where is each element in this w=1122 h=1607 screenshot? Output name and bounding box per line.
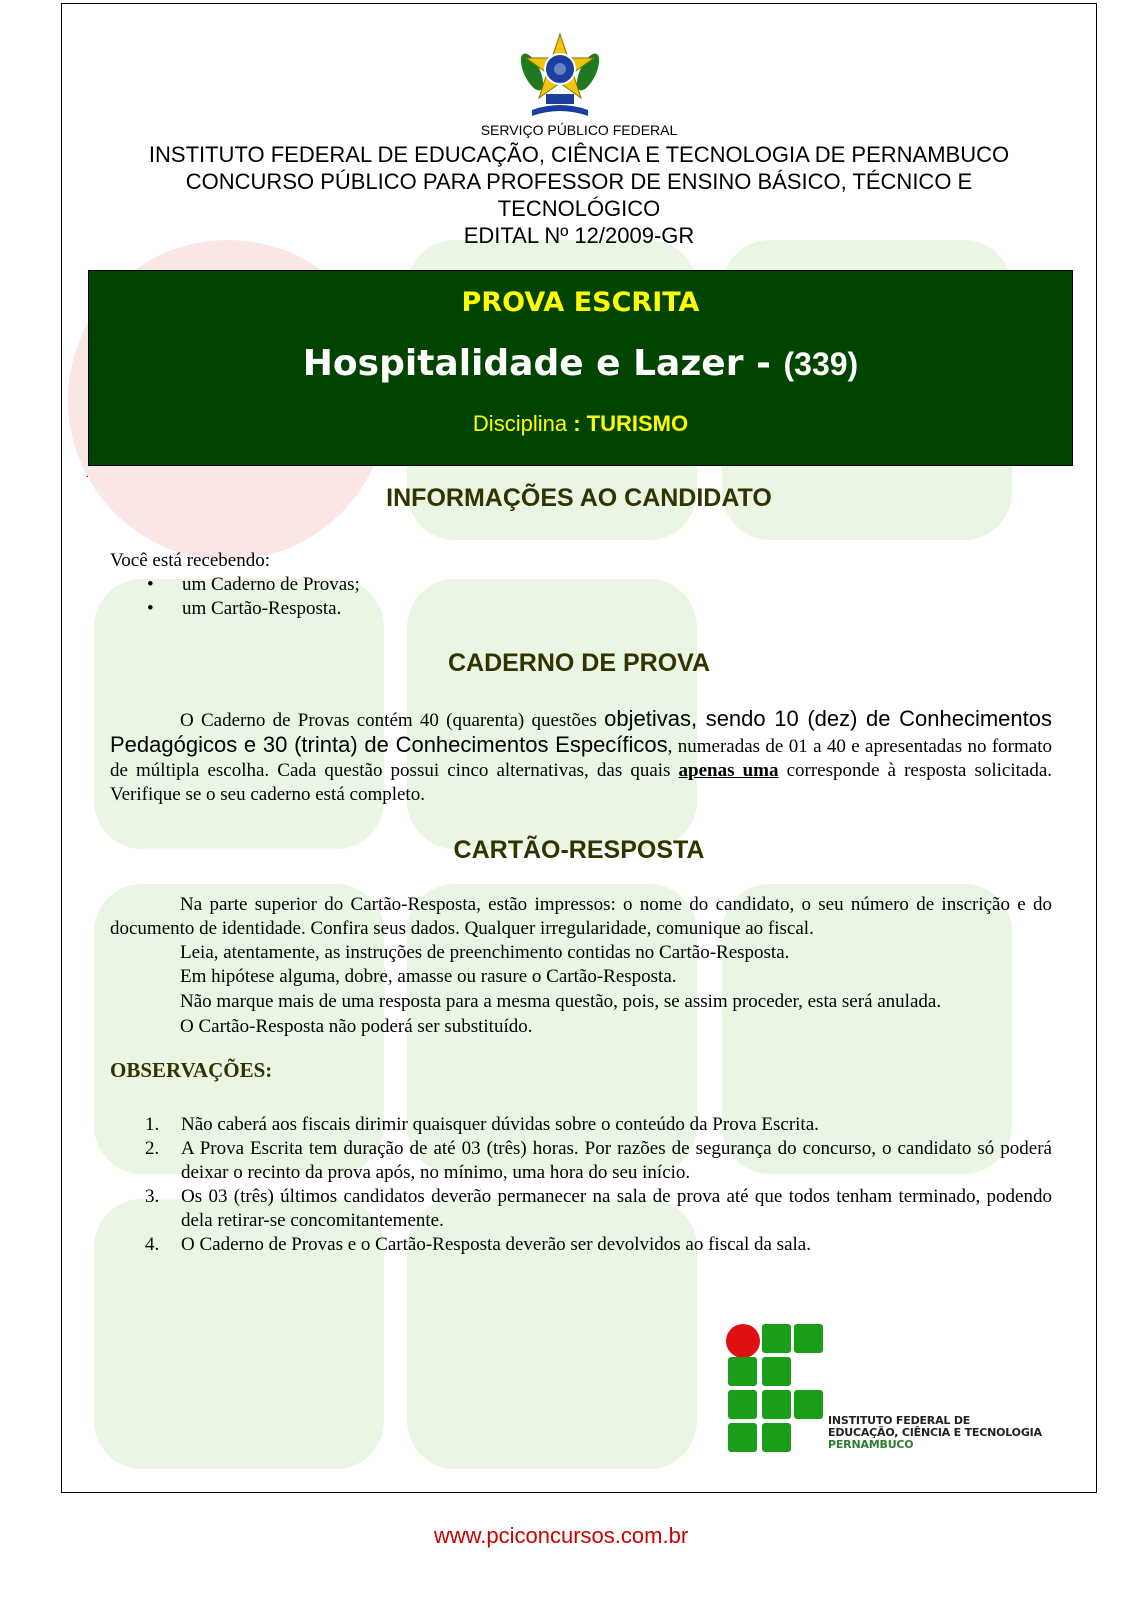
booklet-text-c: , numeradas de 01 a 40 e apresentadas no formato de múltipla escolha. Cada questão possui cinco alternativas, das quais: [110, 736, 1052, 781]
answer-card-p1: Na parte superior do Cartão-Resposta, estão impressos: o nome do candidato, o seu número de inscrição e do documento de identidade. Confira seus dados. Qualquer irregularidade, comunique ao fiscal.: [110, 894, 1052, 939]
answer-card-title: CARTÃO-RESPOSTA: [453, 836, 705, 864]
item-number: 1.: [145, 1114, 160, 1135]
observations-list: [110, 1113, 1052, 1257]
item-text: Os 03 (três) últimos candidatos deverão permanecer na sala de prova até que todos tenham terminado, podendo dela retirar-se concomitantemente.: [181, 1186, 1052, 1231]
exam-code: (339): [783, 346, 859, 382]
booklet-emphasis: apenas uma: [678, 760, 779, 781]
item-text: Não caberá aos fiscais dirimir quaisquer dúvidas sobre o conteúdo da Prova Escrita.: [181, 1114, 819, 1135]
exam-title-box: [88, 270, 1073, 466]
page-frame: [61, 3, 1097, 1493]
info-intro: Você está recebendo:: [110, 550, 271, 571]
item-number: 4.: [145, 1234, 160, 1255]
info-title: INFORMAÇÕES AO CANDIDATO: [386, 484, 772, 512]
list-item: [110, 1233, 1052, 1257]
booklet-text-b: objetivas, sendo 10 (dez) de Conhecimentos Pedagógicos e 30 (trinta) de Conhecimentos Específicos: [110, 706, 1052, 757]
logo-line-3: PERNAMBUCO: [828, 1438, 914, 1451]
logo-line-1: INSTITUTO FEDERAL DE: [828, 1414, 971, 1427]
booklet-paragraph: [110, 707, 1052, 807]
contest-line-2: TECNOLÓGICO: [497, 196, 661, 221]
list-item: • um Caderno de Provas;: [110, 573, 360, 597]
answer-card-p3: Em hipótese alguma, dobre, amasse ou rasure o Cartão-Resposta.: [180, 966, 677, 987]
answer-card-p2: Leia, atentamente, as instruções de preenchimento contidas no Cartão-Resposta.: [180, 942, 790, 963]
logo-wordmark: [828, 1415, 1042, 1451]
discipline-value: : TURISMO: [573, 411, 689, 436]
footer-url[interactable]: www.pciconcursos.com.br: [433, 1523, 689, 1548]
list-item: [110, 1113, 1052, 1137]
observations-title: OBSERVAÇÕES:: [110, 1058, 273, 1082]
exam-discipline: [89, 411, 1072, 437]
answer-card-p5: O Cartão-Resposta não poderá ser substituído.: [180, 1016, 533, 1037]
edict-number: EDITAL Nº 12/2009-GR: [463, 223, 695, 248]
exam-subject-name: Hospitalidade e Lazer -: [302, 343, 784, 384]
item-text: O Caderno de Provas e o Cartão-Resposta deverão ser devolvidos ao fiscal da sala.: [181, 1234, 811, 1255]
booklet-text-d: corresponde à resposta solicitada. Verifique se o seu caderno está completo.: [110, 760, 1052, 805]
list-item: [110, 1185, 1052, 1233]
answer-card-p4: Não marque mais de uma resposta para a mesma questão, pois, se assim proceder, esta será anulada.: [180, 991, 942, 1012]
item-text: A Prova Escrita tem duração de até 03 (três) horas. Por razões de segurança do concurso, o candidato só poderá deixar o recinto da prova após, no mínimo, uma hora do seu início.: [181, 1138, 1052, 1183]
booklet-text-a: O Caderno de Provas contém 40 (quarenta) questões: [180, 710, 605, 731]
list-item: • um Cartão-Resposta.: [110, 597, 360, 621]
exam-title: PROVA ESCRITA: [461, 287, 700, 318]
discipline-label: Disciplina: [472, 411, 574, 436]
item-number: 2.: [145, 1138, 160, 1159]
contest-line-1: CONCURSO PÚBLICO PARA PROFESSOR DE ENSINO BÁSICO, TÉCNICO E: [185, 169, 973, 194]
booklet-title: CADERNO DE PROVA: [447, 649, 711, 677]
item-number: 3.: [145, 1186, 160, 1207]
institute-name: INSTITUTO FEDERAL DE EDUCAÇÃO, CIÊNCIA E TECNOLOGIA DE PERNAMBUCO: [148, 142, 1010, 167]
exam-subject: [89, 343, 1072, 384]
logo-line-2: EDUCAÇÃO, CIÊNCIA E TECNOLOGIA: [828, 1426, 1042, 1439]
header-block: [92, 141, 1066, 249]
stray-dot: .: [86, 469, 89, 480]
info-list: [110, 573, 360, 621]
service-label: SERVIÇO PÚBLICO FEDERAL: [480, 122, 678, 138]
list-item: [110, 1137, 1052, 1185]
brazil-coat-of-arms-icon: [518, 32, 602, 118]
